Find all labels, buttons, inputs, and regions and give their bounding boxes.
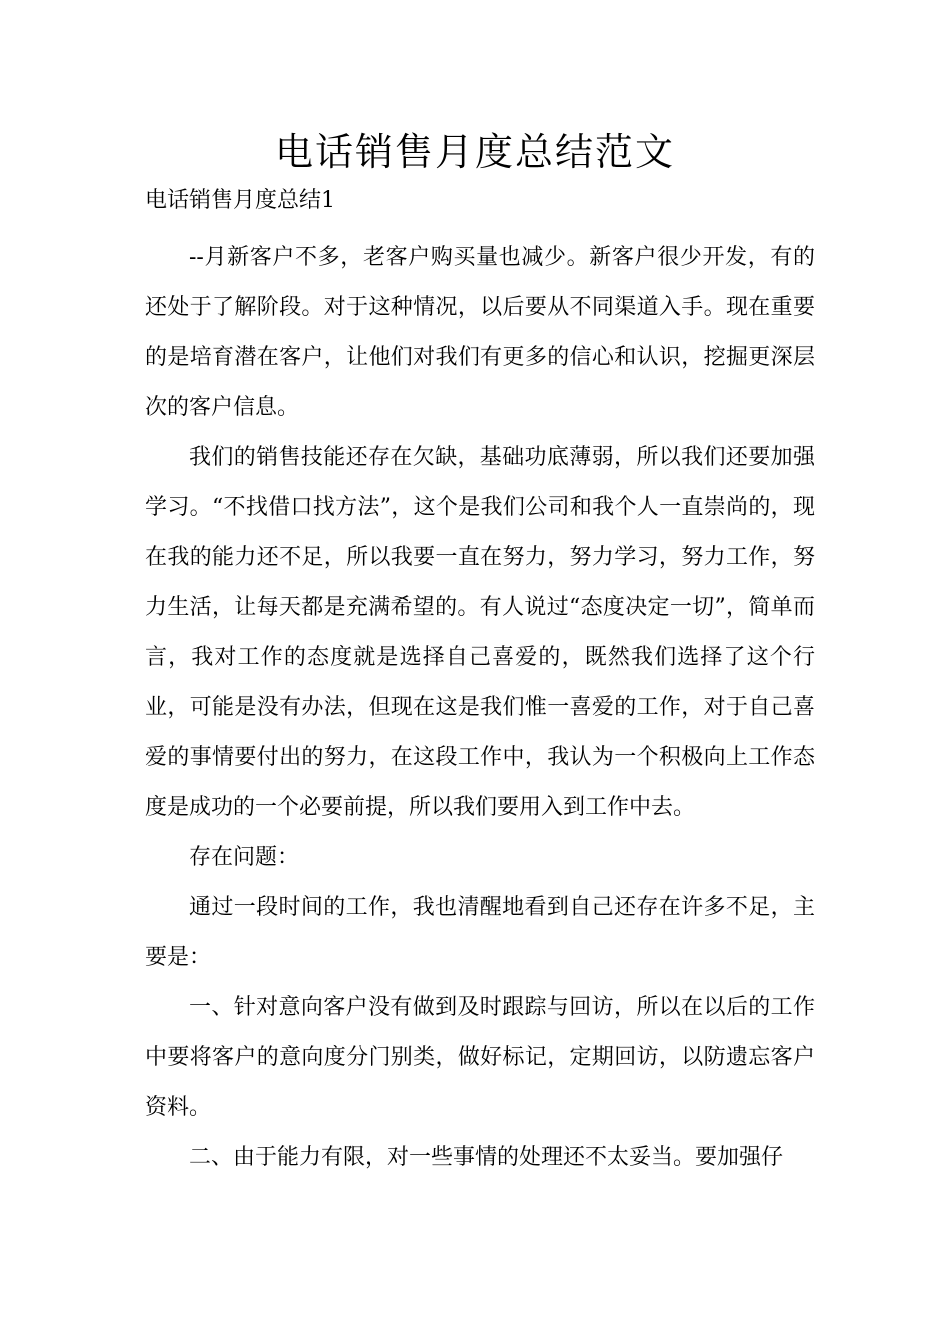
paragraph: --月新客户不多，老客户购买量也减少。新客户很少开发，有的还处于了解阶段。对于这种情况，以后要从不同渠道入手。现在重要的是培育潜在客户，让他们对我们有更多的信心和认识，挖掘更深层次的客户信息。 — [145, 245, 815, 420]
paragraph: 通过一段时间的工作，我也清醒地看到自己还存在许多不足，主要是： — [145, 895, 815, 970]
paragraph: 二、由于能力有限，对一些事情的处理还不太妥当。要加强仔 — [189, 1145, 784, 1170]
paragraph: 我们的销售技能还存在欠缺，基础功底薄弱，所以我们还要加强学习。“不找借口找方法”，这个是我们公司和我个人一直崇尚的，现在我的能力还不足，所以我要一直在努力，努力学习，努力工作，努力生活，让每天都是充满希望的。有人说过“态度决定一切”，简单而言，我对工作的态度就是选择自己喜爱的，既然我们选择了这个行业，可能是没有办法，但现在这是我们惟一喜爱的工作，对于自己喜爱的事情要付出的努力，在这段工作中，我认为一个积极向上工作态度是成功的一个必要前提，所以我们要用入到工作中去。 — [145, 445, 815, 820]
document-body — [145, 233, 815, 1183]
paragraph: 存在问题： — [189, 845, 300, 870]
paragraph: 一、针对意向客户没有做到及时跟踪与回访，所以在以后的工作中要将客户的意向度分门别类，做好标记，定期回访，以防遗忘客户资料。 — [145, 995, 815, 1120]
document-title: 电话销售月度总结范文 — [274, 130, 675, 174]
section-heading: 电话销售月度总结1 — [145, 188, 335, 213]
